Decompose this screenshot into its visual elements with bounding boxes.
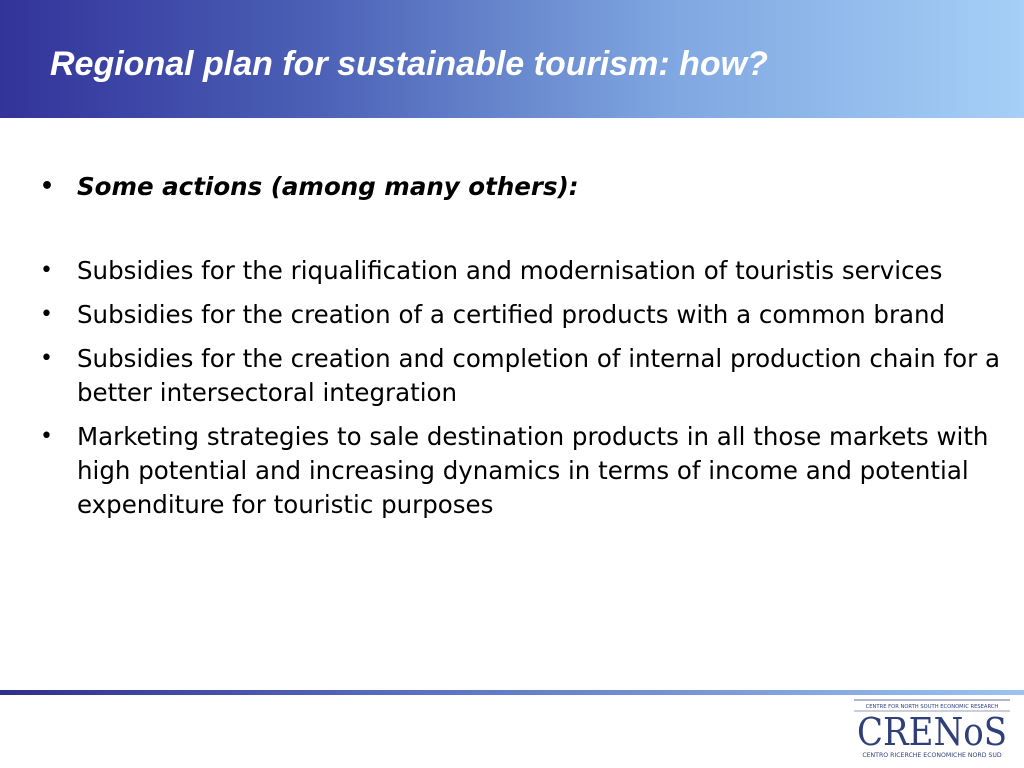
bullet-text: Subsidies for the creation and completion of internal production chain for a better intersectoral integration [77,344,1000,407]
bullet-item [40,298,1000,332]
footer-divider [0,690,1024,695]
bullet-icon: • [40,302,53,327]
bullet-icon: • [40,424,53,449]
bullet-list [40,170,1000,522]
logo-top-text: CENTRE FOR NORTH SOUTH ECONOMIC RESEARCH [865,704,999,710]
bullet-text: Subsidies for the riqualification and modernisation of touristis services [77,256,943,285]
bullet-item [40,254,1000,288]
bullet-item-lead [40,170,1000,204]
bullet-icon: • [40,174,55,199]
slide-content [40,170,1000,532]
bullet-text: Marketing strategies to sale destination products in all those markets with high potential and increasing dynamics in terms of income and potential expenditure for touristic purposes [77,422,989,519]
logo-brand-text: CRENoS [857,710,1007,754]
bullet-text: Subsidies for the creation of a certified products with a common brand [77,300,946,329]
slide-header [0,0,1024,118]
crenos-logo [852,697,1012,763]
bullet-item [40,342,1000,410]
logo-bottom-text: CENTRO RICERCHE ECONOMICHE NORD SUD [862,752,1002,759]
bullet-icon: • [40,258,53,283]
slide-title: Regional plan for sustainable tourism: how? [50,45,768,83]
bullet-text: Some actions (among many others): [77,172,579,201]
bullet-icon: • [40,346,53,371]
bullet-item [40,420,1000,522]
